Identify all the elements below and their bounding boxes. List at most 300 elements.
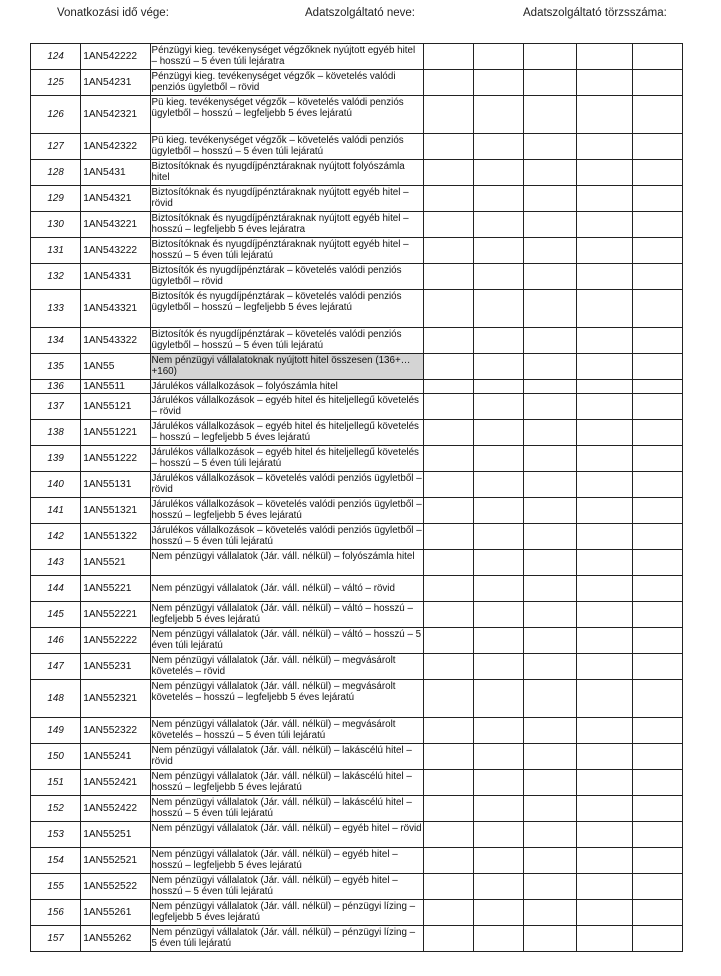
value-cell[interactable] xyxy=(474,576,524,602)
row-number: 136 xyxy=(31,380,81,394)
value-cell[interactable] xyxy=(423,264,473,290)
row-number: 143 xyxy=(31,550,81,576)
value-cell[interactable] xyxy=(632,380,682,394)
row-number: 147 xyxy=(31,654,81,680)
value-cell[interactable] xyxy=(577,134,632,160)
table-row xyxy=(31,848,683,874)
table-row xyxy=(31,238,683,264)
table-row xyxy=(31,354,683,380)
row-number: 153 xyxy=(31,822,81,848)
value-cell[interactable] xyxy=(474,354,524,380)
value-cell[interactable] xyxy=(474,472,524,498)
table-row xyxy=(31,822,683,848)
table-row xyxy=(31,524,683,550)
table-row xyxy=(31,446,683,472)
row-code: 1AN552221 xyxy=(81,602,150,628)
table-row xyxy=(31,718,683,744)
table-row xyxy=(31,380,683,394)
value-cell[interactable] xyxy=(632,134,682,160)
value-cell[interactable] xyxy=(632,718,682,744)
value-cell[interactable] xyxy=(474,874,524,900)
value-cell[interactable] xyxy=(632,628,682,654)
value-cell[interactable] xyxy=(632,900,682,926)
value-cell[interactable] xyxy=(474,328,524,354)
value-cell[interactable] xyxy=(423,290,473,328)
table-row xyxy=(31,550,683,576)
table-row xyxy=(31,770,683,796)
value-cell[interactable] xyxy=(632,96,682,134)
row-description: Pü kieg. tevékenységet végzők – követelés valódi penziós ügyletből – hosszú – legfeljebb 5 éves lejáratú xyxy=(150,96,423,134)
provider-id-label: Adatszolgáltató törzsszáma: xyxy=(523,7,667,19)
row-code: 1AN55221 xyxy=(81,576,150,602)
value-cell[interactable] xyxy=(474,394,524,420)
value-cell[interactable] xyxy=(423,770,473,796)
value-cell[interactable] xyxy=(423,654,473,680)
row-number: 124 xyxy=(31,44,81,70)
value-cell[interactable] xyxy=(524,576,577,602)
row-number: 125 xyxy=(31,70,81,96)
value-cell[interactable] xyxy=(577,238,632,264)
value-cell[interactable] xyxy=(632,796,682,822)
value-cell[interactable] xyxy=(524,900,577,926)
row-description: Nem pénzügyi vállalatok (Jár. váll. nélkül) – pénzügyi lízing – 5 éven túli lejáratú xyxy=(150,926,423,952)
value-cell[interactable] xyxy=(423,472,473,498)
value-cell[interactable] xyxy=(423,354,473,380)
value-cell[interactable] xyxy=(474,212,524,238)
row-code: 1AN55251 xyxy=(81,822,150,848)
value-cell[interactable] xyxy=(524,680,577,718)
value-cell[interactable] xyxy=(423,524,473,550)
value-cell[interactable] xyxy=(524,446,577,472)
value-cell[interactable] xyxy=(577,680,632,718)
row-description: Pénzügyi kieg. tevékenységet végzőknek nyújtott egyéb hitel – hosszú – 5 éven túli lejáratra xyxy=(150,44,423,70)
table-row xyxy=(31,134,683,160)
table-row xyxy=(31,186,683,212)
value-cell[interactable] xyxy=(632,238,682,264)
value-cell[interactable] xyxy=(474,446,524,472)
value-cell[interactable] xyxy=(474,380,524,394)
value-cell[interactable] xyxy=(632,420,682,446)
value-cell[interactable] xyxy=(474,186,524,212)
value-cell[interactable] xyxy=(632,602,682,628)
value-cell[interactable] xyxy=(577,718,632,744)
value-cell[interactable] xyxy=(423,96,473,134)
row-number: 137 xyxy=(31,394,81,420)
row-code: 1AN55121 xyxy=(81,394,150,420)
row-number: 131 xyxy=(31,238,81,264)
value-cell[interactable] xyxy=(632,576,682,602)
value-cell[interactable] xyxy=(577,380,632,394)
value-cell[interactable] xyxy=(474,770,524,796)
table-row xyxy=(31,900,683,926)
value-cell[interactable] xyxy=(474,550,524,576)
value-cell[interactable] xyxy=(577,744,632,770)
value-cell[interactable] xyxy=(577,264,632,290)
value-cell[interactable] xyxy=(423,822,473,848)
value-cell[interactable] xyxy=(474,96,524,134)
value-cell[interactable] xyxy=(474,680,524,718)
value-cell[interactable] xyxy=(632,290,682,328)
value-cell[interactable] xyxy=(577,290,632,328)
value-cell[interactable] xyxy=(577,186,632,212)
value-cell[interactable] xyxy=(577,654,632,680)
row-number: 145 xyxy=(31,602,81,628)
row-description: Járulékos vállalkozások – követelés valódi penziós ügyletből – hosszú – 5 éven túli lejáratú xyxy=(150,524,423,550)
row-description: Nem pénzügyi vállalatok (Jár. váll. nélkül) – lakáscélú hitel – hosszú – legfeljebb 5 éves lejáratú xyxy=(150,770,423,796)
value-cell[interactable] xyxy=(524,550,577,576)
value-cell[interactable] xyxy=(423,848,473,874)
row-number: 130 xyxy=(31,212,81,238)
value-cell[interactable] xyxy=(474,498,524,524)
value-cell[interactable] xyxy=(577,354,632,380)
value-cell[interactable] xyxy=(632,186,682,212)
table-row xyxy=(31,576,683,602)
row-code: 1AN55 xyxy=(81,354,150,380)
row-description: Biztosítóknak és nyugdíjpénztáraknak nyújtott folyószámla hitel xyxy=(150,160,423,186)
value-cell[interactable] xyxy=(632,822,682,848)
table-row xyxy=(31,744,683,770)
row-code: 1AN543321 xyxy=(81,290,150,328)
row-number: 139 xyxy=(31,446,81,472)
row-number: 141 xyxy=(31,498,81,524)
row-code: 1AN552522 xyxy=(81,874,150,900)
value-cell[interactable] xyxy=(632,874,682,900)
table-row xyxy=(31,96,683,134)
row-code: 1AN55231 xyxy=(81,654,150,680)
value-cell[interactable] xyxy=(524,926,577,952)
value-cell[interactable] xyxy=(474,134,524,160)
value-cell[interactable] xyxy=(524,96,577,134)
row-description: Biztosítók és nyugdíjpénztárak – követelés valódi penziós ügyletből – rövid xyxy=(150,264,423,290)
value-cell[interactable] xyxy=(577,796,632,822)
row-number: 151 xyxy=(31,770,81,796)
value-cell[interactable] xyxy=(577,900,632,926)
row-code: 1AN543322 xyxy=(81,328,150,354)
value-cell[interactable] xyxy=(632,550,682,576)
value-cell[interactable] xyxy=(524,770,577,796)
value-cell[interactable] xyxy=(577,770,632,796)
row-code: 1AN54231 xyxy=(81,70,150,96)
row-description: Járulékos vállalkozások – egyéb hitel és hiteljellegű követelés – rövid xyxy=(150,394,423,420)
row-code: 1AN552321 xyxy=(81,680,150,718)
row-number: 126 xyxy=(31,96,81,134)
table-row xyxy=(31,874,683,900)
value-cell[interactable] xyxy=(577,874,632,900)
value-cell[interactable] xyxy=(524,420,577,446)
value-cell[interactable] xyxy=(524,70,577,96)
value-cell[interactable] xyxy=(423,576,473,602)
value-cell[interactable] xyxy=(474,44,524,70)
row-code: 1AN552222 xyxy=(81,628,150,654)
value-cell[interactable] xyxy=(524,874,577,900)
value-cell[interactable] xyxy=(474,264,524,290)
value-cell[interactable] xyxy=(423,160,473,186)
value-cell[interactable] xyxy=(524,290,577,328)
row-description: Nem pénzügyi vállalatok (Jár. váll. nélkül) – folyószámla hitel xyxy=(150,550,423,576)
table-row xyxy=(31,472,683,498)
value-cell[interactable] xyxy=(632,328,682,354)
report-table xyxy=(30,43,683,952)
value-cell[interactable] xyxy=(524,848,577,874)
value-cell[interactable] xyxy=(524,628,577,654)
table-row xyxy=(31,290,683,328)
row-description: Nem pénzügyi vállalatok (Jár. váll. nélkül) – pénzügyi lízing – legfeljebb 5 éves lejáratú xyxy=(150,900,423,926)
value-cell[interactable] xyxy=(577,44,632,70)
value-cell[interactable] xyxy=(474,628,524,654)
value-cell[interactable] xyxy=(577,602,632,628)
table-row xyxy=(31,926,683,952)
value-cell[interactable] xyxy=(474,718,524,744)
value-cell[interactable] xyxy=(632,770,682,796)
value-cell[interactable] xyxy=(423,380,473,394)
value-cell[interactable] xyxy=(632,654,682,680)
value-cell[interactable] xyxy=(632,926,682,952)
row-description: Biztosítóknak és nyugdíjpénztáraknak nyújtott egyéb hitel – hosszú – 5 éven túli lejáratú xyxy=(150,238,423,264)
table-row xyxy=(31,328,683,354)
row-description: Nem pénzügyi vállalatok (Jár. váll. nélkül) – lakáscélú hitel – hosszú – 5 éven túli lejáratú xyxy=(150,796,423,822)
row-description: Biztosítók és nyugdíjpénztárak – követelés valódi penziós ügyletből – hosszú – legfeljebb 5 éves lejáratú xyxy=(150,290,423,328)
value-cell[interactable] xyxy=(632,70,682,96)
row-number: 140 xyxy=(31,472,81,498)
row-description: Járulékos vállalkozások – követelés valódi penziós ügyletből – rövid xyxy=(150,472,423,498)
value-cell[interactable] xyxy=(632,848,682,874)
value-cell[interactable] xyxy=(524,822,577,848)
value-cell[interactable] xyxy=(423,680,473,718)
row-description: Járulékos vállalkozások – egyéb hitel és hiteljellegű követelés – hosszú – 5 éven túli lejáratú xyxy=(150,446,423,472)
value-cell[interactable] xyxy=(524,212,577,238)
row-code: 1AN54331 xyxy=(81,264,150,290)
value-cell[interactable] xyxy=(524,44,577,70)
row-code: 1AN5431 xyxy=(81,160,150,186)
value-cell[interactable] xyxy=(632,680,682,718)
value-cell[interactable] xyxy=(474,238,524,264)
table-row xyxy=(31,70,683,96)
row-code: 1AN552422 xyxy=(81,796,150,822)
value-cell[interactable] xyxy=(577,550,632,576)
value-cell[interactable] xyxy=(423,602,473,628)
value-cell[interactable] xyxy=(577,576,632,602)
row-number: 152 xyxy=(31,796,81,822)
value-cell[interactable] xyxy=(524,186,577,212)
row-number: 142 xyxy=(31,524,81,550)
value-cell[interactable] xyxy=(423,718,473,744)
row-code: 1AN551222 xyxy=(81,446,150,472)
row-code: 1AN55262 xyxy=(81,926,150,952)
value-cell[interactable] xyxy=(632,44,682,70)
value-cell[interactable] xyxy=(423,44,473,70)
value-cell[interactable] xyxy=(524,524,577,550)
value-cell[interactable] xyxy=(474,822,524,848)
value-cell[interactable] xyxy=(423,744,473,770)
row-description: Járulékos vállalkozások – egyéb hitel és hiteljellegű követelés – hosszú – legfeljebb 5 éves lejáratú xyxy=(150,420,423,446)
row-code: 1AN542222 xyxy=(81,44,150,70)
table-row xyxy=(31,44,683,70)
value-cell[interactable] xyxy=(524,602,577,628)
row-code: 1AN542322 xyxy=(81,134,150,160)
value-cell[interactable] xyxy=(474,602,524,628)
row-description: Nem pénzügyi vállalatok (Jár. váll. nélkül) – egyéb hitel – hosszú – legfeljebb 5 éves lejáratú xyxy=(150,848,423,874)
value-cell[interactable] xyxy=(474,70,524,96)
row-number: 150 xyxy=(31,744,81,770)
value-cell[interactable] xyxy=(524,328,577,354)
row-code: 1AN55261 xyxy=(81,900,150,926)
row-code: 1AN552521 xyxy=(81,848,150,874)
table-row xyxy=(31,628,683,654)
row-description: Járulékos vállalkozások – folyószámla hitel xyxy=(150,380,423,394)
row-number: 138 xyxy=(31,420,81,446)
value-cell[interactable] xyxy=(524,654,577,680)
row-code: 1AN54321 xyxy=(81,186,150,212)
value-cell[interactable] xyxy=(423,498,473,524)
row-number: 149 xyxy=(31,718,81,744)
value-cell[interactable] xyxy=(577,420,632,446)
value-cell[interactable] xyxy=(524,354,577,380)
value-cell[interactable] xyxy=(577,498,632,524)
table-row xyxy=(31,160,683,186)
value-cell[interactable] xyxy=(474,654,524,680)
reference-end-label: Vonatkozási idő vége: xyxy=(57,7,169,19)
value-cell[interactable] xyxy=(524,394,577,420)
row-description: Nem pénzügyi vállalatok (Jár. váll. nélkül) – egyéb hitel – rövid xyxy=(150,822,423,848)
value-cell[interactable] xyxy=(474,744,524,770)
value-cell[interactable] xyxy=(577,328,632,354)
value-cell[interactable] xyxy=(632,446,682,472)
row-number: 146 xyxy=(31,628,81,654)
row-number: 157 xyxy=(31,926,81,952)
row-code: 1AN542321 xyxy=(81,96,150,134)
value-cell[interactable] xyxy=(577,160,632,186)
value-cell[interactable] xyxy=(423,550,473,576)
table-row xyxy=(31,680,683,718)
row-description: Nem pénzügyi vállalatok (Jár. váll. nélkül) – váltó – hosszú – legfeljebb 5 éves lejáratú xyxy=(150,602,423,628)
value-cell[interactable] xyxy=(423,70,473,96)
row-number: 134 xyxy=(31,328,81,354)
row-description: Járulékos vállalkozások – követelés valódi penziós ügyletből – hosszú – legfeljebb 5 éves lejáratú xyxy=(150,498,423,524)
row-number: 133 xyxy=(31,290,81,328)
row-number: 155 xyxy=(31,874,81,900)
row-number: 148 xyxy=(31,680,81,718)
value-cell[interactable] xyxy=(474,926,524,952)
value-cell[interactable] xyxy=(577,446,632,472)
row-number: 132 xyxy=(31,264,81,290)
row-code: 1AN551321 xyxy=(81,498,150,524)
value-cell[interactable] xyxy=(577,926,632,952)
value-cell[interactable] xyxy=(423,874,473,900)
value-cell[interactable] xyxy=(423,134,473,160)
row-code: 1AN543221 xyxy=(81,212,150,238)
row-number: 144 xyxy=(31,576,81,602)
value-cell[interactable] xyxy=(524,472,577,498)
row-description: Nem pénzügyi vállalatok (Jár. váll. nélkül) – megvásárolt követelés – hosszú – 5 éven túli lejáratú xyxy=(150,718,423,744)
value-cell[interactable] xyxy=(423,212,473,238)
value-cell[interactable] xyxy=(423,420,473,446)
row-description: Nem pénzügyi vállalatok (Jár. váll. nélkül) – váltó – hosszú – 5 éven túli lejáratú xyxy=(150,628,423,654)
value-cell[interactable] xyxy=(577,628,632,654)
value-cell[interactable] xyxy=(577,524,632,550)
value-cell[interactable] xyxy=(577,70,632,96)
row-number: 129 xyxy=(31,186,81,212)
value-cell[interactable] xyxy=(423,900,473,926)
row-code: 1AN552322 xyxy=(81,718,150,744)
row-code: 1AN55241 xyxy=(81,744,150,770)
value-cell[interactable] xyxy=(524,134,577,160)
table-row xyxy=(31,212,683,238)
value-cell[interactable] xyxy=(577,212,632,238)
value-cell[interactable] xyxy=(524,744,577,770)
value-cell[interactable] xyxy=(524,238,577,264)
row-description: Pü kieg. tevékenységet végzők – követelés valódi penziós ügyletből – hosszú – 5 éven túli lejáratú xyxy=(150,134,423,160)
value-cell[interactable] xyxy=(577,822,632,848)
value-cell[interactable] xyxy=(423,628,473,654)
value-cell[interactable] xyxy=(577,472,632,498)
table-row xyxy=(31,394,683,420)
row-description: Nem pénzügyi vállalatok (Jár. váll. nélkül) – megvásárolt követelés – hosszú – legfeljebb 5 éves lejáratú xyxy=(150,680,423,718)
value-cell[interactable] xyxy=(632,264,682,290)
value-cell[interactable] xyxy=(632,160,682,186)
value-cell[interactable] xyxy=(524,160,577,186)
value-cell[interactable] xyxy=(632,498,682,524)
value-cell[interactable] xyxy=(474,160,524,186)
row-number: 154 xyxy=(31,848,81,874)
row-description: Biztosítóknak és nyugdíjpénztáraknak nyújtott egyéb hitel – hosszú – legfeljebb 5 éves lejáratra xyxy=(150,212,423,238)
table-row xyxy=(31,264,683,290)
value-cell[interactable] xyxy=(577,96,632,134)
row-code: 1AN552421 xyxy=(81,770,150,796)
value-cell[interactable] xyxy=(632,744,682,770)
row-number: 127 xyxy=(31,134,81,160)
value-cell[interactable] xyxy=(524,718,577,744)
table-row xyxy=(31,796,683,822)
value-cell[interactable] xyxy=(423,926,473,952)
row-code: 1AN5521 xyxy=(81,550,150,576)
row-description: Pénzügyi kieg. tevékenységet végzők – követelés valódi penziós ügyletből – rövid xyxy=(150,70,423,96)
value-cell[interactable] xyxy=(423,796,473,822)
value-cell[interactable] xyxy=(632,472,682,498)
row-code: 1AN55131 xyxy=(81,472,150,498)
value-cell[interactable] xyxy=(577,848,632,874)
value-cell[interactable] xyxy=(632,394,682,420)
row-number: 156 xyxy=(31,900,81,926)
value-cell[interactable] xyxy=(474,848,524,874)
value-cell[interactable] xyxy=(524,498,577,524)
row-number: 135 xyxy=(31,354,81,380)
table-row xyxy=(31,498,683,524)
value-cell[interactable] xyxy=(524,264,577,290)
value-cell[interactable] xyxy=(524,380,577,394)
value-cell[interactable] xyxy=(524,796,577,822)
value-cell[interactable] xyxy=(577,394,632,420)
value-cell[interactable] xyxy=(474,290,524,328)
value-cell[interactable] xyxy=(474,796,524,822)
value-cell[interactable] xyxy=(474,420,524,446)
value-cell[interactable] xyxy=(632,354,682,380)
row-description: Nem pénzügyi vállalatok (Jár. váll. nélkül) – lakáscélú hitel – rövid xyxy=(150,744,423,770)
value-cell[interactable] xyxy=(423,394,473,420)
value-cell[interactable] xyxy=(474,524,524,550)
row-description: Nem pénzügyi vállalatok (Jár. váll. nélkül) – váltó – rövid xyxy=(150,576,423,602)
value-cell[interactable] xyxy=(423,446,473,472)
value-cell[interactable] xyxy=(632,524,682,550)
row-description: Biztosítóknak és nyugdíjpénztáraknak nyújtott egyéb hitel – rövid xyxy=(150,186,423,212)
row-description: Biztosítók és nyugdíjpénztárak – követelés valódi penziós ügyletből – hosszú – 5 éven túli lejáratú xyxy=(150,328,423,354)
row-description: Nem pénzügyi vállalatok (Jár. váll. nélkül) – megvásárolt követelés – rövid xyxy=(150,654,423,680)
value-cell[interactable] xyxy=(423,186,473,212)
table-row xyxy=(31,602,683,628)
value-cell[interactable] xyxy=(423,238,473,264)
value-cell[interactable] xyxy=(474,900,524,926)
value-cell[interactable] xyxy=(423,328,473,354)
value-cell[interactable] xyxy=(632,212,682,238)
